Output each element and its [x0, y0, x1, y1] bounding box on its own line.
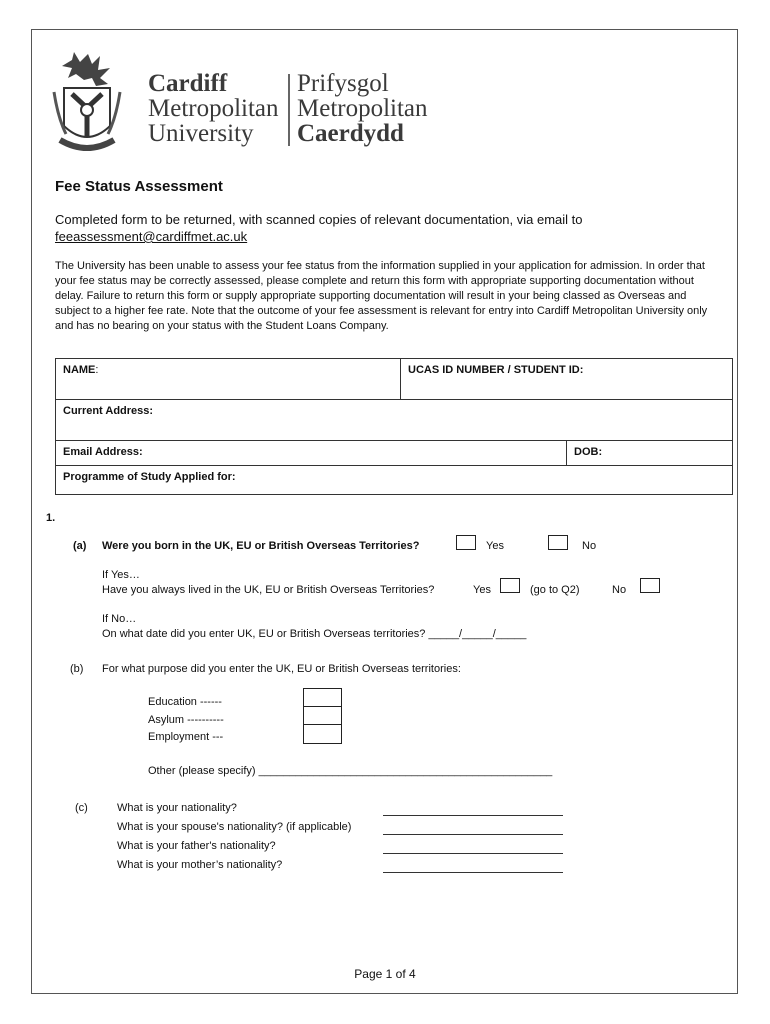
if-yes-label: If Yes… — [102, 569, 140, 581]
purpose-checkbox-grid — [303, 688, 342, 744]
purpose-asylum-box[interactable] — [304, 707, 341, 725]
programme-label: Programme of Study Applied for: — [63, 471, 236, 483]
mother-nationality-question: What is your mother’s nationality? — [117, 859, 283, 871]
nationality-answer-line[interactable] — [383, 815, 563, 816]
born-yes-label: Yes — [486, 540, 504, 552]
programme-cell[interactable] — [56, 466, 733, 495]
entry-date-question[interactable]: On what date did you enter UK, EU or British Overseas territories? _____/_____/_____ — [102, 628, 527, 640]
spouse-nationality-question: What is your spouse's nationality? (if applicable) — [117, 821, 352, 833]
intro-instruction: Completed form to be returned, with scanned copies of relevant documentation, via email to — [55, 212, 583, 227]
section-number: 1. — [46, 512, 56, 524]
ucas-id-cell[interactable] — [401, 359, 733, 400]
name-label: NAME — [63, 364, 96, 376]
question-b-marker: (b) — [70, 663, 84, 675]
email-address-label: Email Address: — [63, 446, 143, 458]
go-to-q2-note: (go to Q2) — [530, 584, 580, 596]
page-title: Fee Status Assessment — [55, 178, 223, 195]
father-nationality-question: What is your father's nationality? — [117, 840, 276, 852]
purpose-education-box[interactable] — [304, 689, 341, 707]
nationality-question: What is your nationality? — [117, 802, 237, 814]
intro-text — [55, 211, 725, 245]
if-no-label: If No… — [102, 613, 137, 625]
question-c-marker: (c) — [75, 802, 88, 814]
applicant-details-table — [55, 358, 733, 495]
university-name-line: Prifysgol — [297, 70, 389, 97]
dob-cell[interactable] — [567, 441, 733, 466]
university-name-line: Metropolitan — [148, 95, 279, 122]
current-address-label: Current Address: — [63, 405, 154, 417]
name-cell[interactable] — [56, 359, 401, 400]
university-logo — [52, 48, 427, 160]
born-no-checkbox[interactable] — [548, 535, 568, 550]
crest-icon — [52, 48, 122, 160]
university-name-english — [148, 71, 279, 146]
ucas-id-label: UCAS ID NUMBER / STUDENT ID: — [408, 364, 584, 376]
born-no-label: No — [582, 540, 597, 552]
purpose-asylum-label: Asylum ---------- — [148, 714, 224, 726]
question-a-marker: (a) — [73, 540, 87, 552]
university-name-line: Caerdydd — [297, 120, 404, 147]
email-address-cell[interactable] — [56, 441, 567, 466]
always-lived-yes-label: Yes — [473, 584, 491, 596]
always-lived-no-label: No — [612, 584, 627, 596]
dob-label: DOB: — [574, 446, 603, 458]
purpose-employment-box[interactable] — [304, 725, 341, 743]
question-a-text: Were you born in the UK, EU or British Overseas Territories? — [102, 540, 420, 552]
university-name-line: Cardiff — [148, 70, 228, 97]
born-yes-checkbox[interactable] — [456, 535, 476, 550]
question-b-text: For what purpose did you enter the UK, EU or British Overseas territories: — [102, 663, 461, 675]
purpose-employment-label: Employment --- — [148, 731, 224, 743]
purpose-other-field[interactable]: Other (please specify) ________________________________________________ — [148, 765, 553, 777]
university-name-line: University — [148, 120, 254, 147]
page-number: Page 1 of 4 — [354, 967, 416, 981]
mother-nationality-answer-line[interactable] — [383, 872, 563, 873]
always-lived-no-checkbox[interactable] — [640, 578, 660, 593]
logo-divider — [288, 74, 290, 146]
current-address-cell[interactable] — [56, 400, 733, 441]
explanation-paragraph: The University has been unable to assess your fee status from the information supplied in your application for admission. In order that your fee status may be correctly assessed, please complete and return this form with appropriate supporting documentation without delay. Failure to return this form or supply appropriate supporting documentation will result in your being classed as Overseas and subject to a higher fee rate. Note that the outcome of your fee assessment is relevant for entry into Cardiff Metropolitan University only and has no bearing on your status with the Student Loans Company. — [55, 260, 708, 332]
university-name-welsh — [297, 71, 428, 146]
purpose-education-label: Education ------ — [148, 696, 222, 708]
always-lived-yes-checkbox[interactable] — [500, 578, 520, 593]
spouse-nationality-answer-line[interactable] — [383, 834, 563, 835]
father-nationality-answer-line[interactable] — [383, 853, 563, 854]
university-name-line: Metropolitan — [297, 95, 428, 122]
fee-assessment-email-link[interactable]: feeassessment@cardiffmet.ac.uk — [55, 229, 248, 244]
always-lived-question: Have you always lived in the UK, EU or British Overseas Territories? — [102, 584, 435, 596]
name-colon: : — [95, 364, 99, 376]
